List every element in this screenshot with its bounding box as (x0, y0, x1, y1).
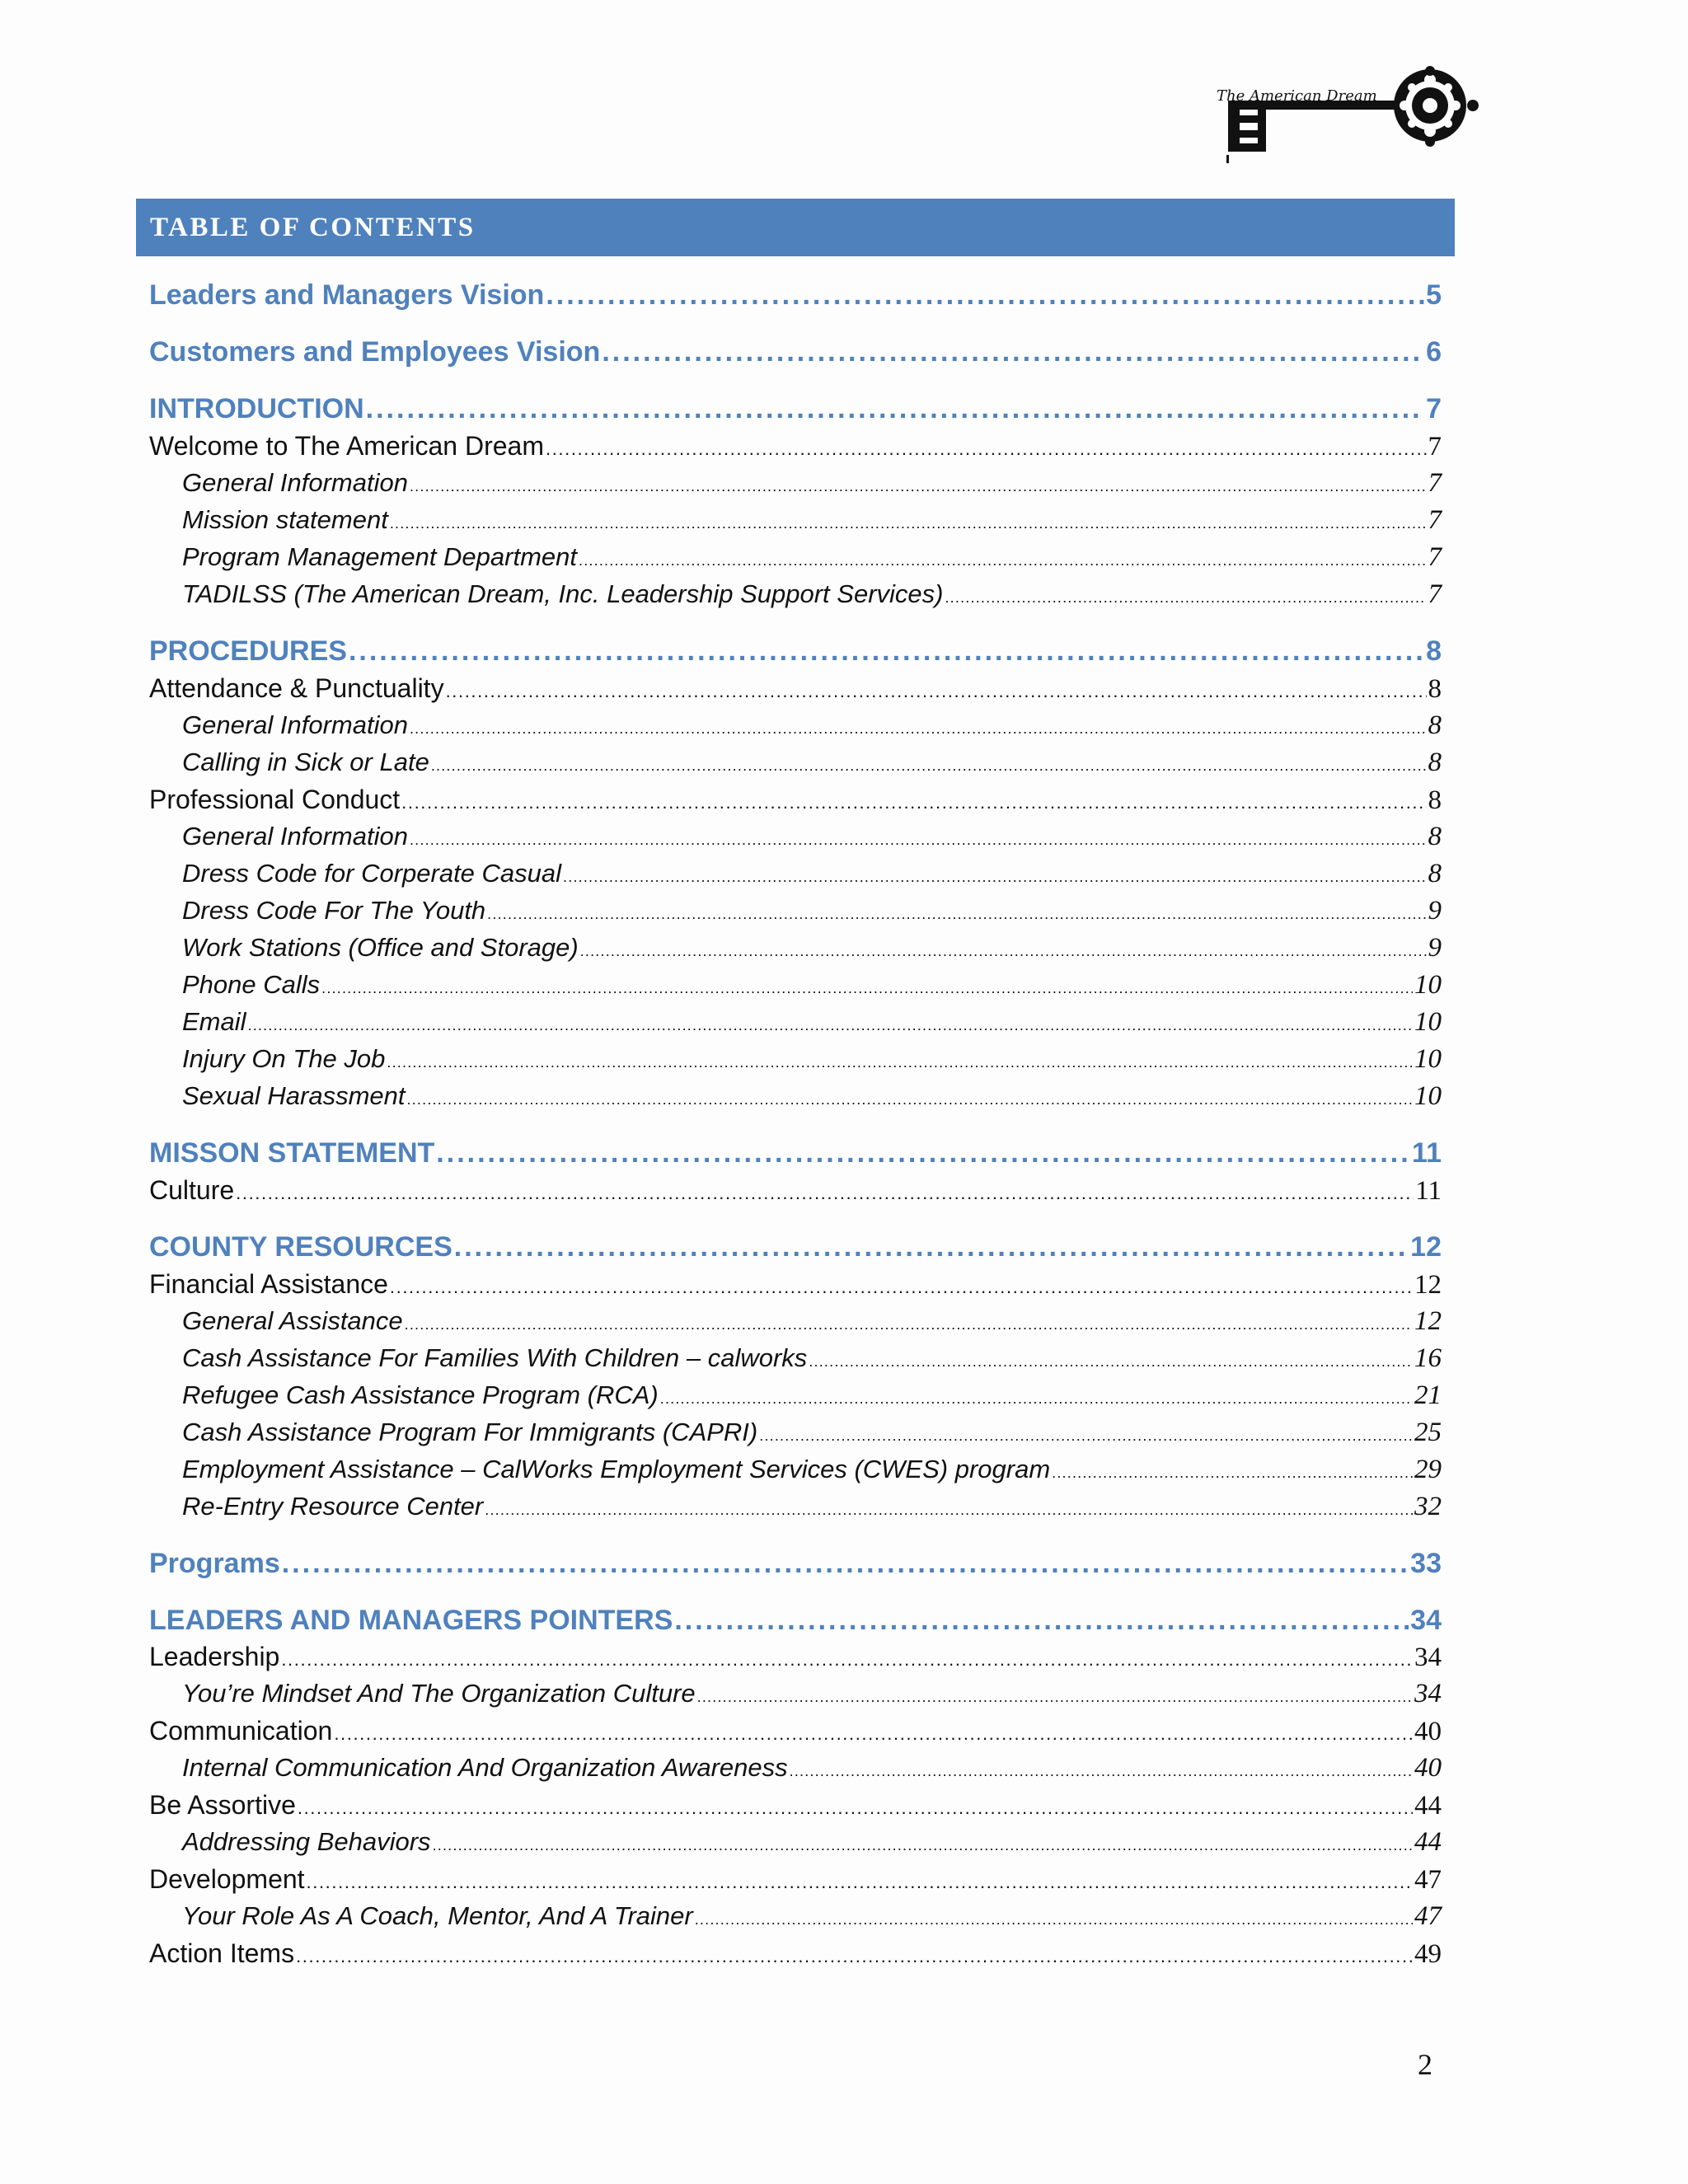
toc-entry-title: Addressing Behaviors (182, 1827, 431, 1856)
toc-entry-title: Financial Assistance (149, 1269, 388, 1299)
toc-entry-link[interactable] (149, 1716, 1442, 1747)
toc-page-number: 8 (1428, 748, 1442, 777)
dot-leader (407, 1091, 1413, 1108)
toc-subentry-link[interactable] (149, 1081, 1442, 1112)
toc-entry-link[interactable] (149, 1642, 1442, 1673)
dot-leader (695, 1911, 1413, 1929)
toc-entry-title: Welcome to The American Dream (149, 431, 544, 461)
toc-page-number: 21 (1414, 1380, 1442, 1410)
toc-entry-link[interactable] (149, 1864, 1442, 1896)
toc-entry-title: Dress Code for Corperate Casual (182, 859, 562, 888)
dot-leader (546, 279, 1424, 312)
dot-leader (410, 478, 1427, 495)
toc-entry-title: Email (182, 1007, 246, 1036)
toc-page-number: 7 (1426, 393, 1442, 424)
dot-leader (296, 1946, 1413, 1967)
toc-entry-title: Programs (149, 1548, 280, 1579)
toc-page-number: 10 (1414, 1007, 1442, 1037)
toc-entry-title: Be Assortive (149, 1790, 296, 1820)
toc-section-link[interactable] (149, 635, 1442, 668)
toc-subentry-link[interactable] (149, 542, 1442, 573)
toc-page-number: 5 (1426, 279, 1442, 311)
dot-leader (366, 393, 1424, 425)
toc-subentry-link[interactable] (149, 1418, 1442, 1448)
toc-entry-title: Communication (149, 1716, 333, 1746)
toc-page-number: 9 (1428, 896, 1442, 926)
toc-entry-title: Re-Entry Resource Center (182, 1492, 484, 1521)
toc-entry-link[interactable] (149, 1175, 1442, 1207)
toc-subentry-link[interactable] (149, 1679, 1442, 1709)
dot-leader (321, 980, 1413, 997)
dot-leader (410, 720, 1427, 738)
toc-entry-title: General Information (182, 468, 408, 497)
toc-page-number: 8 (1428, 859, 1442, 888)
toc-section-link[interactable] (149, 1231, 1442, 1263)
toc-entry-title: Mission statement (182, 505, 388, 534)
toc-entry-title: Refugee Cash Assistance Program (RCA) (182, 1380, 659, 1409)
toc-entry-title: Internal Communication And Organization Awareness (182, 1753, 788, 1782)
toc-entry-link[interactable] (149, 1938, 1442, 1970)
toc-subentry-link[interactable] (149, 579, 1442, 610)
toc-entry-title: Program Management Department (182, 542, 578, 571)
toc-entry-title: Culture (149, 1175, 235, 1205)
toc-page-number: 40 (1414, 1717, 1442, 1746)
toc-page-number: 8 (1426, 635, 1442, 667)
toc-page-number: 11 (1412, 1137, 1442, 1169)
toc-entry-title: Sexual Harassment (182, 1081, 406, 1110)
toc-page-number: 33 (1410, 1548, 1442, 1579)
toc-entry-title: Professional Conduct (149, 785, 401, 814)
toc-entry-link[interactable] (149, 431, 1442, 462)
toc-subentry-link[interactable] (149, 1753, 1442, 1783)
dot-leader (390, 1277, 1413, 1298)
dot-leader (281, 1649, 1413, 1671)
toc-entry-title: You’re Mindset And The Organization Culture (182, 1679, 696, 1708)
toc-page-number: 47 (1414, 1865, 1442, 1895)
toc-page-number: 12 (1414, 1306, 1442, 1336)
toc-title: TABLE OF CONTENTS (150, 212, 476, 242)
toc-subentry-link[interactable] (149, 896, 1442, 926)
dot-leader (401, 792, 1426, 813)
toc-page-number: 34 (1414, 1643, 1442, 1672)
toc-section-link[interactable] (149, 1605, 1442, 1637)
toc-page-number: 40 (1414, 1753, 1442, 1783)
toc-entry-title: General Assistance (182, 1306, 403, 1335)
dot-leader (759, 1427, 1413, 1445)
toc-entry-title: Leaders and Managers Vision (149, 279, 545, 311)
dot-leader (697, 1689, 1413, 1706)
dot-leader (248, 1017, 1413, 1034)
toc-entry-title: Development (149, 1864, 305, 1894)
toc-subentry-link[interactable] (149, 1901, 1442, 1932)
toc-page-number: 25 (1414, 1418, 1442, 1447)
toc-page-number: 9 (1428, 933, 1442, 963)
toc-page-number: 8 (1428, 822, 1442, 851)
toc-subentry-link[interactable] (149, 1306, 1442, 1337)
dot-leader (236, 1183, 1414, 1204)
toc-page-number: 12 (1414, 1270, 1442, 1300)
toc-section-link[interactable] (149, 279, 1442, 312)
dot-leader (433, 1837, 1413, 1854)
toc-entry-title: MISSON STATEMENT (149, 1137, 435, 1169)
dot-leader (579, 552, 1426, 569)
toc-page-number: 10 (1414, 1081, 1442, 1111)
page-number: 2 (1418, 2048, 1432, 2081)
toc-entry-link[interactable] (149, 673, 1442, 705)
toc-subentry-link[interactable] (149, 933, 1442, 963)
toc-page-number: 10 (1414, 970, 1442, 1000)
toc-entry-title: Action Items (149, 1938, 295, 1968)
toc-entry-title: Attendance & Punctuality (149, 673, 444, 703)
toc-entry-title: PROCEDURES (149, 635, 347, 667)
toc-section-link[interactable] (149, 393, 1442, 425)
toc-entry-title: Injury On The Job (182, 1044, 386, 1073)
toc-subentry-link[interactable] (149, 859, 1442, 889)
dot-leader (790, 1763, 1413, 1780)
toc-page-number: 7 (1428, 542, 1442, 572)
dot-leader (945, 589, 1426, 607)
toc-page-number: 7 (1428, 432, 1442, 462)
toc-subentry-link[interactable] (149, 748, 1442, 778)
toc-page-number: 8 (1428, 710, 1442, 740)
toc-entry-title: General Information (182, 710, 408, 739)
toc-subentry-link[interactable] (149, 505, 1442, 536)
dot-leader (580, 943, 1427, 960)
toc-entry-title: Work Stations (Office and Storage) (182, 933, 579, 962)
dot-leader (282, 1548, 1409, 1580)
toc-page-number: 7 (1428, 579, 1442, 609)
toc-page-number: 7 (1428, 505, 1442, 535)
toc-entry-title: TADILSS (The American Dream, Inc. Leadership Support Services) (182, 579, 944, 608)
toc-page-number: 6 (1426, 336, 1442, 368)
dot-leader (307, 1872, 1413, 1893)
dot-leader (298, 1797, 1413, 1819)
toc-entry-title: Leadership (149, 1642, 280, 1671)
dot-leader (436, 1137, 1410, 1169)
toc-entry-title: Calling in Sick or Late (182, 748, 429, 776)
dot-leader (487, 906, 1426, 923)
dot-leader (405, 1316, 1413, 1333)
toc-page-number: 11 (1415, 1176, 1442, 1206)
toc-entry-title: Cash Assistance For Families With Children – calworks (182, 1343, 808, 1372)
toc-entry-title: Phone Calls (182, 970, 321, 999)
dot-leader (334, 1723, 1413, 1745)
toc-page-number: 12 (1410, 1231, 1442, 1263)
toc-page-number: 44 (1414, 1827, 1442, 1857)
toc-subentry-link[interactable] (149, 468, 1442, 499)
dot-leader (660, 1390, 1413, 1408)
toc-subentry-link[interactable] (149, 822, 1442, 852)
logo-text: The American Dream (1217, 87, 1377, 105)
toc-subentry-link[interactable] (149, 1455, 1442, 1485)
toc-entry-title: Customers and Employees Vision (149, 336, 601, 368)
dot-leader (546, 438, 1427, 460)
toc-page-number: 10 (1414, 1044, 1442, 1074)
dot-leader (602, 336, 1424, 368)
dot-leader (410, 832, 1427, 849)
toc-page-number: 29 (1414, 1455, 1442, 1484)
toc-entry-title: General Information (182, 822, 408, 851)
dot-leader (349, 635, 1424, 668)
toc-section-link[interactable] (149, 1548, 1442, 1580)
toc-page-number: 16 (1414, 1343, 1442, 1373)
toc-page-number: 49 (1414, 1939, 1442, 1969)
toc-subentry-link[interactable] (149, 1492, 1442, 1522)
toc-entry-title: Employment Assistance – CalWorks Employment Services (CWES) program (182, 1455, 1051, 1483)
toc-entry-title: COUNTY RESOURCES (149, 1231, 452, 1263)
toc-entry-title: LEADERS AND MANAGERS POINTERS (149, 1605, 673, 1636)
dot-leader (390, 515, 1427, 532)
dot-leader (485, 1502, 1413, 1519)
toc-entry-link[interactable] (149, 1269, 1442, 1301)
dot-leader (1052, 1465, 1413, 1482)
dot-leader (431, 757, 1427, 775)
toc-entry-title: INTRODUCTION (149, 393, 364, 424)
toc-section-link[interactable] (149, 1137, 1442, 1169)
toc-subentry-link[interactable] (149, 1007, 1442, 1038)
toc-page-number: 32 (1414, 1492, 1442, 1521)
toc-subentry-link[interactable] (149, 1343, 1442, 1374)
toc-section-link[interactable] (149, 336, 1442, 368)
toc-page-number: 7 (1428, 468, 1442, 498)
dot-leader (454, 1231, 1409, 1263)
toc-page-number: 34 (1414, 1679, 1442, 1708)
dot-leader (563, 869, 1426, 886)
dot-leader (674, 1605, 1409, 1637)
toc-entry-title: Your Role As A Coach, Mentor, And A Trainer (182, 1901, 693, 1930)
toc-entry-title: Cash Assistance Program For Immigrants (CAPRI) (182, 1418, 758, 1446)
toc-page-number: 8 (1428, 674, 1442, 704)
toc-entry-title: Dress Code For The Youth (182, 896, 486, 925)
toc-page-number: 8 (1428, 785, 1442, 815)
toc-entry-link[interactable] (149, 1790, 1442, 1821)
table-of-contents (149, 0, 1442, 2184)
dot-leader (809, 1353, 1413, 1371)
toc-page-number: 47 (1414, 1901, 1442, 1931)
toc-subentry-link[interactable] (149, 1380, 1442, 1411)
dot-leader (446, 681, 1427, 702)
toc-entry-link[interactable] (149, 785, 1442, 816)
dot-leader (387, 1054, 1413, 1071)
toc-subentry-link[interactable] (149, 1827, 1442, 1858)
toc-subentry-link[interactable] (149, 710, 1442, 741)
toc-subentry-link[interactable] (149, 970, 1442, 1001)
toc-subentry-link[interactable] (149, 1044, 1442, 1075)
toc-page-number: 34 (1410, 1605, 1442, 1636)
toc-page-number: 44 (1414, 1791, 1442, 1821)
